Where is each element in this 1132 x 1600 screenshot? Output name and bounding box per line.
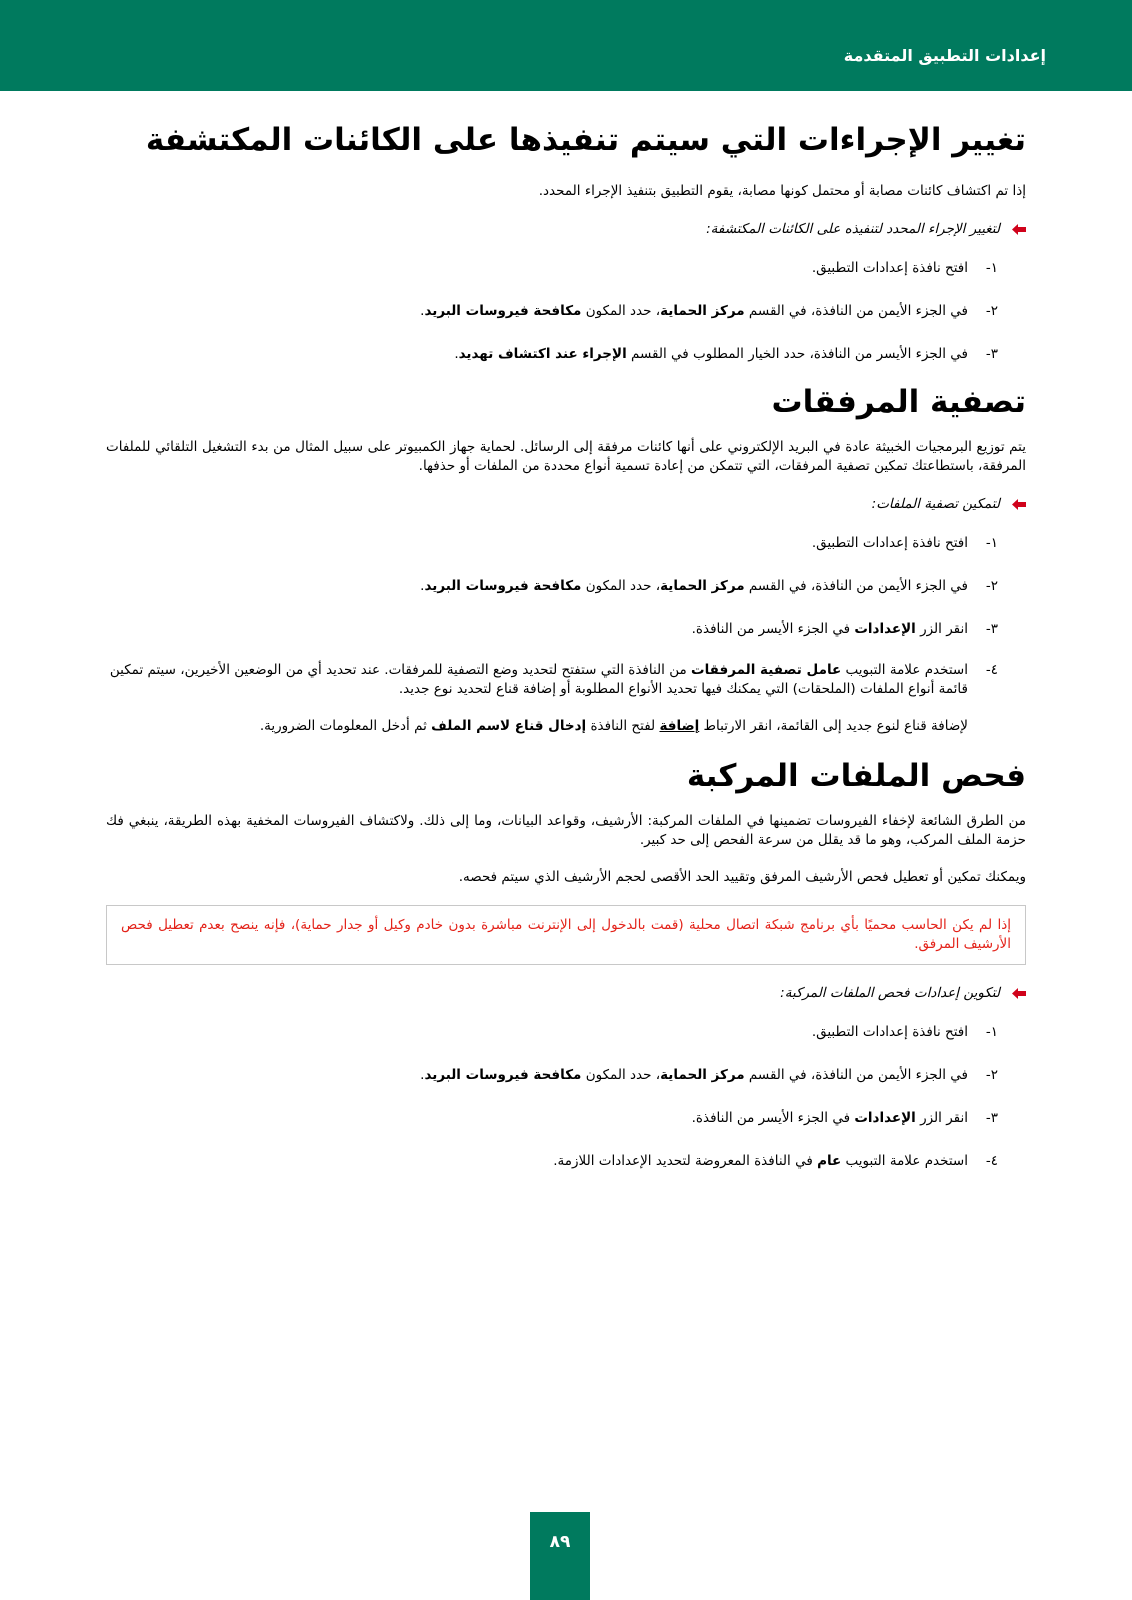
step-text: افتح نافذة إعدادات التطبيق. — [811, 260, 968, 276]
step-number: ٤- — [985, 662, 998, 678]
step-number: ١- — [985, 260, 998, 276]
step-item — [106, 534, 998, 553]
step-text: في الجزء الأيمن من النافذة، في القسم مركز الحماية، حدد المكون مكافحة فيروسات البريد. — [420, 578, 968, 594]
step-item — [106, 259, 998, 278]
step-text: استخدم علامة التبويب عامل تصفية المرفقات من النافذة التي ستفتح لتحديد وضع التصفية للمرفقات. عند تحديد أي من الوضعين الأخيرين، سيتم تمكين قائمة أنواع الملفات (الملحقات) التي يمكنك فيها تحديد الأنواع المطلوبة أو إضافة قناع لتحديد نوع جديد. — [109, 662, 968, 697]
step-text: افتح نافذة إعدادات التطبيق. — [811, 1024, 968, 1040]
step-text: في الجزء الأيسر من النافذة، حدد الخيار المطلوب في القسم الإجراء عند اكتشاف تهديد. — [454, 346, 968, 362]
procedure-title — [106, 985, 1026, 1001]
paragraph: يتم توزيع البرمجيات الخبيثة عادة في البريد الإلكتروني على أنها كائنات مرفقة إلى الرسائل. لحماية جهاز الكمبيوتر على سبيل المثال من بدء التشغيل التلقائي للملفات المرفقة، باستطاعتك تمكين تصفية المرفقات، التي تتمكن من إعادة تسمية أنواع محددة من الملفات أو حذفها. — [106, 439, 1026, 474]
paragraph: ويمكنك تمكين أو تعطيل فحص الأرشيف المرفق وتقييد الحد الأقصى لحجم الأرشيف الذي سيتم فحصه. — [458, 869, 1026, 885]
step-number: ٣- — [985, 346, 998, 362]
step-item — [106, 661, 998, 699]
procedure-title-text: لتغيير الإجراء المحدد لتنفيذه على الكائنات المكتشفة: — [706, 221, 1000, 237]
section-heading: تغيير الإجراءات التي سيتم تنفيذها على الكائنات المكتشفة — [145, 122, 1026, 158]
step-item — [106, 1066, 998, 1085]
page-content — [106, 120, 1026, 1171]
warning-note — [106, 905, 1026, 965]
step-number: ٢- — [985, 578, 998, 594]
step-number: ١- — [985, 1024, 998, 1040]
paragraph: إذا تم اكتشاف كائنات مصابة أو محتمل كونها مصابة، يقوم التطبيق بتنفيذ الإجراء المحدد. — [538, 183, 1026, 199]
section-heading: فحص الملفات المركبة — [686, 758, 1026, 794]
step-text: لإضافة قناع لنوع جديد إلى القائمة، انقر الارتباط إضافة لفتح النافذة إدخال قناع لاسم الملف ثم أدخل المعلومات الضرورية. — [259, 718, 968, 734]
warning-note-text: إذا لم يكن الحاسب محميًا بأي برنامج شبكة اتصال محلية (قمت بالدخول إلى الإنترنت مباشرة بدون خادم وكيل أو جدار حماية)، فإنه ينصح بعدم تعطيل فحص الأرشيف المرفق. — [121, 917, 1011, 952]
procedure-title — [106, 221, 1026, 237]
page-number-tab — [530, 1512, 590, 1600]
step-item — [106, 1023, 998, 1042]
step-text: افتح نافذة إعدادات التطبيق. — [811, 535, 968, 551]
step-item — [106, 302, 998, 321]
step-item — [106, 620, 998, 639]
step-text: انقر الزر الإعدادات في الجزء الأيسر من النافذة. — [691, 621, 968, 637]
header-title: إعدادات التطبيق المتقدمة — [843, 46, 1046, 65]
step-number: ٢- — [985, 1067, 998, 1083]
step-number: ٣- — [985, 1110, 998, 1126]
step-text: في الجزء الأيمن من النافذة، في القسم مركز الحماية، حدد المكون مكافحة فيروسات البريد. — [420, 303, 968, 319]
arrow-left-icon — [1012, 499, 1026, 510]
step-text: في الجزء الأيمن من النافذة، في القسم مركز الحماية، حدد المكون مكافحة فيروسات البريد. — [420, 1067, 968, 1083]
step-text: انقر الزر الإعدادات في الجزء الأيسر من النافذة. — [691, 1110, 968, 1126]
procedure-title-text: لتمكين تصفية الملفات: — [871, 496, 1000, 512]
add-link[interactable]: إضافة — [659, 718, 700, 734]
step-item — [106, 1109, 998, 1128]
step-number: ٢- — [985, 303, 998, 319]
step-item — [106, 1152, 998, 1171]
paragraph: من الطرق الشائعة لإخفاء الفيروسات تضمينها في الملفات المركبة: الأرشيف، وقواعد البيانات، وما إلى ذلك. ولاكتشاف الفيروسات المخفية بهذه الطريقة، ينبغي فك حزمة الملف المركب، وهو ما قد يقلل من سرعة الفحص إلى حد كبير. — [106, 813, 1026, 848]
step-item — [106, 577, 998, 596]
step-item — [106, 345, 998, 364]
page-number: ٨٩ — [549, 1532, 571, 1552]
step-number: ٤- — [985, 1153, 998, 1169]
arrow-left-icon — [1012, 988, 1026, 999]
step-text: استخدم علامة التبويب عام في النافذة المعروضة لتحديد الإعدادات اللازمة. — [553, 1153, 968, 1169]
arrow-left-icon — [1012, 224, 1026, 235]
step-note — [106, 717, 998, 736]
step-number: ١- — [985, 535, 998, 551]
procedure-title-text: لتكوين إعدادات فحص الملفات المركبة: — [780, 985, 1000, 1001]
section-heading: تصفية المرفقات — [771, 384, 1026, 420]
procedure-title — [106, 496, 1026, 512]
step-number: ٣- — [985, 621, 998, 637]
